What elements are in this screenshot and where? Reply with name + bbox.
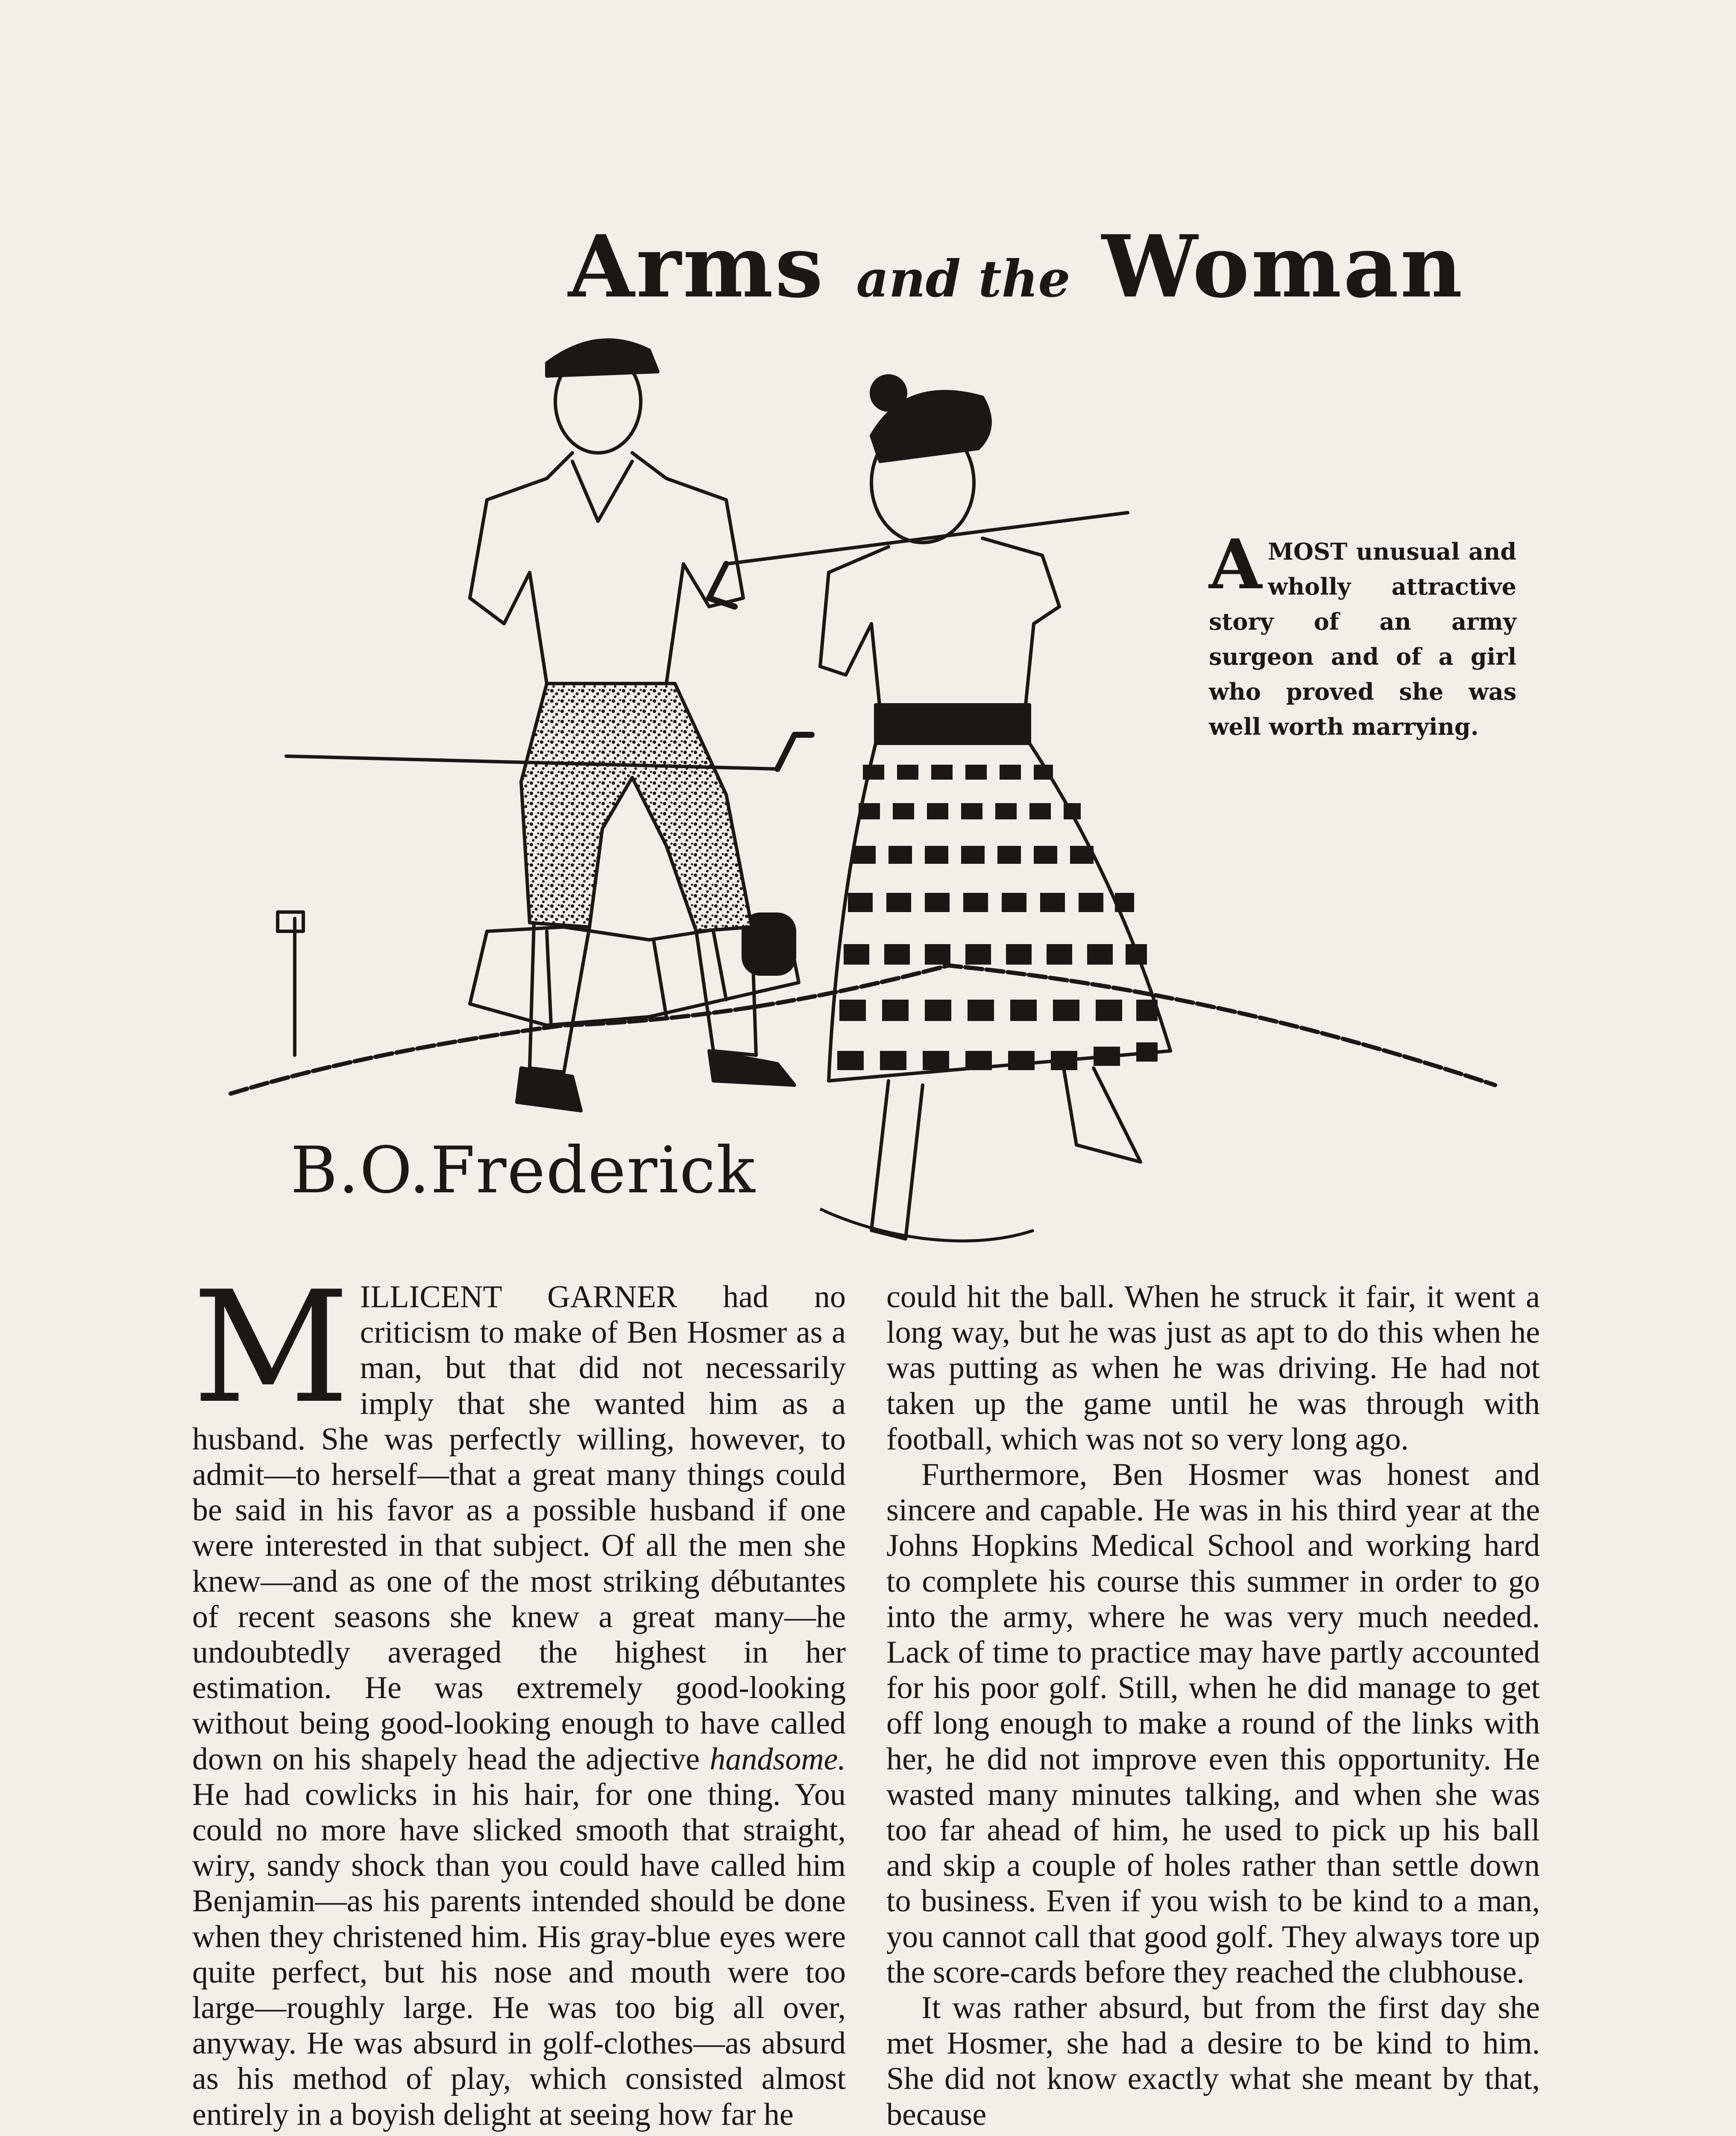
title-arms: Arms xyxy=(568,217,825,317)
paragraph: Furthermore, Ben Hosmer was honest and sincere and capable. He was in his third year at the Johns Hopkins Medical School and working hard to complete his course this summer in order to go into the army, where he was very much needed. Lack of time to practice may have partly accounted for his poor golf. Still, when he did manage to get off long enough to make a round of the links with her, he did not improve even this opportunity. He wasted many minutes talking, and when she was too far ahead of him, he used to pick up his ball and skip a couple of holes rather than settle down to business. Even if you wish to be kind to a man, you cannot call that good golf. They always tore up the score-cards before they reached the clubhouse. xyxy=(886,1457,1540,1990)
blurb-text: MOST unusual and wholly attractive story of an army surgeon and of a girl who proved she was well worth marrying. xyxy=(1209,538,1516,740)
drop-cap: M xyxy=(192,1258,350,1437)
title-and-the: and the xyxy=(856,249,1070,308)
skirt-check-pattern xyxy=(837,765,1158,1070)
author-byline: B.O.Frederick xyxy=(290,1133,756,1208)
italic-word: handsome. xyxy=(710,1741,846,1777)
paragraph: It was rather absurd, but from the first day she met Hosmer, she had a desire to be kind to him. She did not know exactly what she meant by that, because xyxy=(886,1990,1540,2132)
paragraph-text: He had cowlicks in his hair, for one thing. You could no more have slicked smooth that straight, wiry, sandy shock than you could have called him Benjamin—as his parents intended should be done when they christened him. His gray-blue eyes were quite perfect, but his nose and mouth were too large—roughly large. He was too big all over, anyway. He was absurd in golf-clothes—as absurd as his method of play, which consisted almost entirely in a boyish delight at seeing how far he xyxy=(192,1777,846,2132)
paragraph-text: ILLICENT GARNER had no criticism to make of Ben Hosmer as a man, but that did not necessarily imply that she wanted him as a husband. She was perfectly willing, however, to admit—to herself—that a great many things could be said in his favor as a possible husband if one were interested in that subject. Of all the men she knew—and as one of the most striking débutantes of recent seasons she knew a great many—he undoubtedly averaged the highest in her estimation. He was extremely good-looking without being good-looking enough to have called down on his shapely head the adjective xyxy=(192,1279,846,1777)
paragraph: could hit the ball. When he struck it fair, it went a long way, but he was just as apt to do this when he was putting as when he was driving. He had not taken up the game until he was through with football, which was not so very long ago. xyxy=(886,1279,1540,1457)
blurb-drop-letter: A xyxy=(1209,524,1262,604)
title-woman: Woman xyxy=(1102,217,1464,317)
paragraph xyxy=(192,1258,846,2133)
golfers-illustration xyxy=(222,299,1546,1265)
article-title xyxy=(568,217,1534,317)
article-column-2 xyxy=(886,1279,1540,2133)
article-column-1 xyxy=(192,1258,846,2133)
story-blurb xyxy=(1209,524,1516,744)
